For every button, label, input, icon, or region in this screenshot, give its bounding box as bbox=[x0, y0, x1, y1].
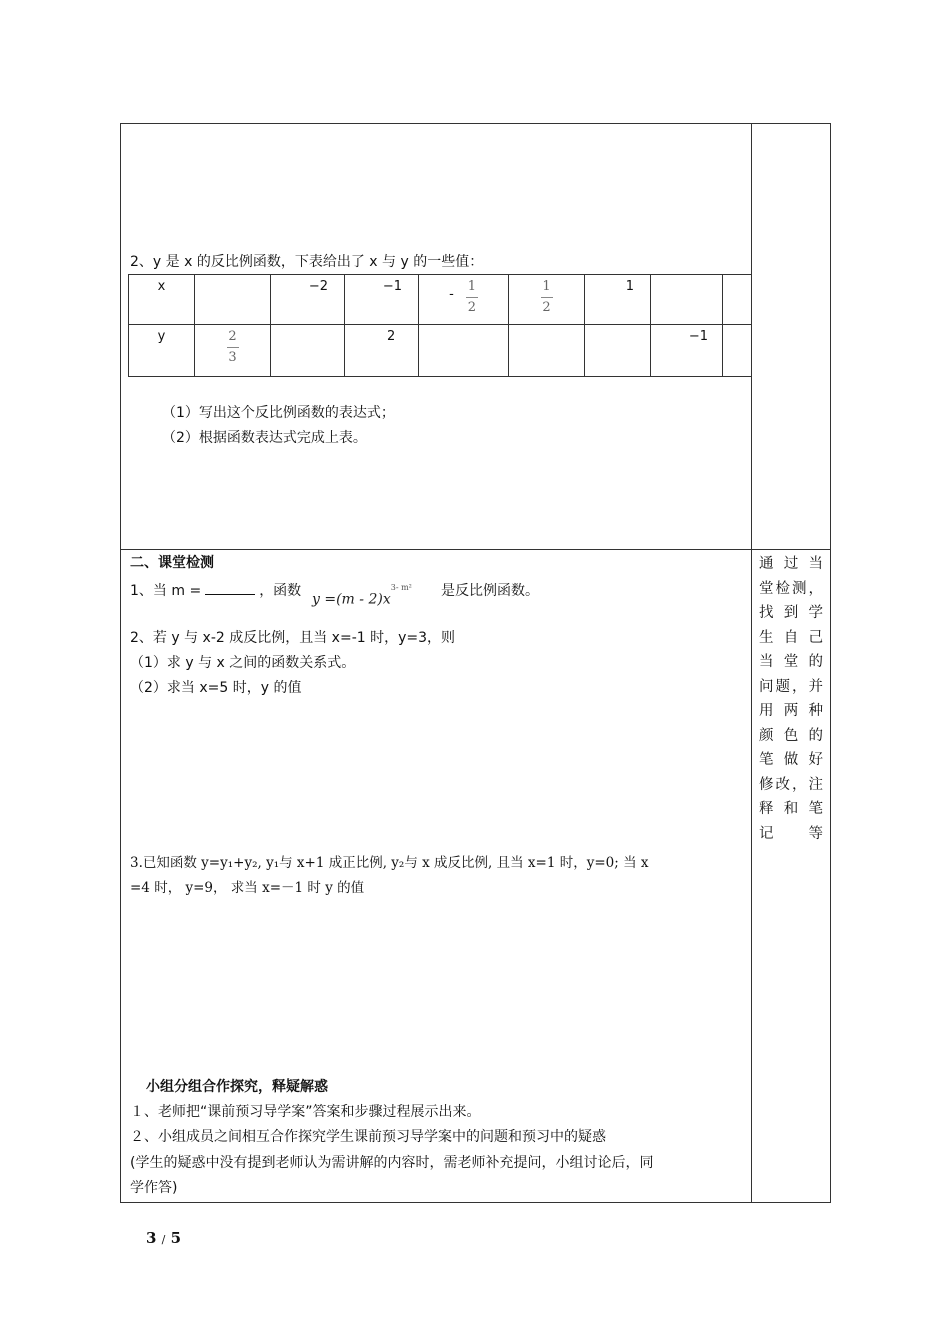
x-cell-1 bbox=[195, 275, 271, 325]
sidebar-line: 修改，注 bbox=[759, 776, 823, 793]
y-row bbox=[129, 325, 752, 377]
group-note-1: (学生的疑惑中没有提到老师认为需讲解的内容时，需老师补充提问，小组讨论后，同 bbox=[130, 1155, 654, 1171]
sidebar-line: 堂检测， bbox=[759, 580, 823, 597]
y-cell-neg1: −1 bbox=[651, 325, 723, 377]
q3-line1: 3.已知函数 y=y₁+y₂, y₁与 x+1 成正比例, y₂与 x 成反比例, 且当 x=1 时，y=0; 当 x bbox=[130, 855, 649, 871]
page-number bbox=[146, 1228, 181, 1250]
group-item-2: ２、小组成员之间相互合作探究学生课前预习导学案中的问题和预习中的疑惑 bbox=[130, 1129, 606, 1145]
sidebar-line: 用两种 bbox=[759, 703, 823, 719]
group-note-2: 学作答) bbox=[130, 1180, 178, 1196]
x-cell-neg2: −2 bbox=[271, 275, 345, 325]
y-cell-empty bbox=[271, 325, 345, 377]
function-formula: $y =(m - 2)x^{3- m^2}$ bbox=[312, 583, 412, 608]
q3-line2: =4 时， y=9， 求当 x=－1 时 y 的值 bbox=[130, 880, 365, 896]
xy-values-table bbox=[128, 274, 752, 377]
x-row bbox=[129, 275, 752, 325]
group-heading: 小组分组合作探究，释疑解惑 bbox=[146, 1079, 328, 1095]
y-cell-empty bbox=[509, 325, 585, 377]
y-label: y bbox=[129, 325, 195, 377]
fraction-one-half: $\frac{1}{2}$ bbox=[542, 279, 551, 315]
sidebar-line: 笔做好 bbox=[759, 752, 823, 768]
q2-line: 2、若 y 与 x-2 成反比例，且当 x=-1 时，y=3，则 bbox=[130, 630, 456, 646]
sub-question-2: （2）根据函数表达式完成上表。 bbox=[162, 430, 367, 446]
sidebar-line: 记等 bbox=[759, 825, 823, 842]
sidebar-line: 生自己 bbox=[759, 629, 823, 646]
sidebar-line: 当堂的 bbox=[759, 654, 823, 670]
page-current: 3 bbox=[146, 1229, 157, 1247]
minus-sign: - bbox=[449, 287, 454, 302]
page-total: 5 bbox=[170, 1229, 182, 1247]
sidebar-line: 释和笔 bbox=[759, 801, 823, 817]
sidebar-notes bbox=[759, 552, 823, 846]
formula-exponent: 3- m² bbox=[390, 583, 412, 592]
sidebar-line: 颜色的 bbox=[759, 727, 823, 744]
y-cell-2: 2 bbox=[345, 325, 419, 377]
page-separator: / bbox=[161, 1233, 166, 1246]
q1-mid: ，函数 bbox=[259, 583, 302, 599]
q2-intro: 2、y 是 x 的反比例函数，下表给出了 x 与 y 的一些值： bbox=[130, 254, 484, 270]
sidebar-line: 找到学 bbox=[759, 605, 823, 621]
x-label: x bbox=[129, 275, 195, 325]
answer-blank[interactable] bbox=[205, 582, 255, 595]
q2-sub1: （1）求 y 与 x 之间的函数关系式。 bbox=[130, 655, 356, 671]
x-cell-edge bbox=[723, 275, 752, 325]
sub-question-1: （1）写出这个反比例函数的表达式； bbox=[162, 405, 395, 421]
fraction-one-half: $\frac{1}{2}$ bbox=[467, 279, 477, 315]
q1-suffix: 是反比例函数。 bbox=[441, 583, 539, 599]
x-cell-half bbox=[509, 275, 585, 325]
section-heading: 二、课堂检测 bbox=[130, 555, 214, 571]
sidebar-line: 通过当 bbox=[759, 556, 823, 572]
x-cell-neg-half bbox=[419, 275, 509, 325]
q2-sub2: （2）求当 x=5 时，y 的值 bbox=[130, 680, 302, 696]
q1-line bbox=[130, 581, 301, 601]
y-cell-edge bbox=[723, 325, 752, 377]
x-cell-neg1: −1 bbox=[345, 275, 419, 325]
x-cell-1-value: 1 bbox=[585, 275, 651, 325]
y-cell-empty bbox=[585, 325, 651, 377]
x-cell-empty bbox=[651, 275, 723, 325]
y-cell-two-thirds bbox=[195, 325, 271, 377]
group-item-1: １、老师把“课前预习导学案”答案和步骤过程展示出来。 bbox=[130, 1104, 481, 1120]
fraction-two-thirds: $\frac{2}{3}$ bbox=[228, 329, 237, 365]
row-divider bbox=[120, 549, 831, 550]
q1-prefix: 1、当 m = bbox=[130, 583, 202, 599]
sidebar-line: 问题，并 bbox=[759, 678, 823, 695]
y-cell-empty bbox=[419, 325, 509, 377]
